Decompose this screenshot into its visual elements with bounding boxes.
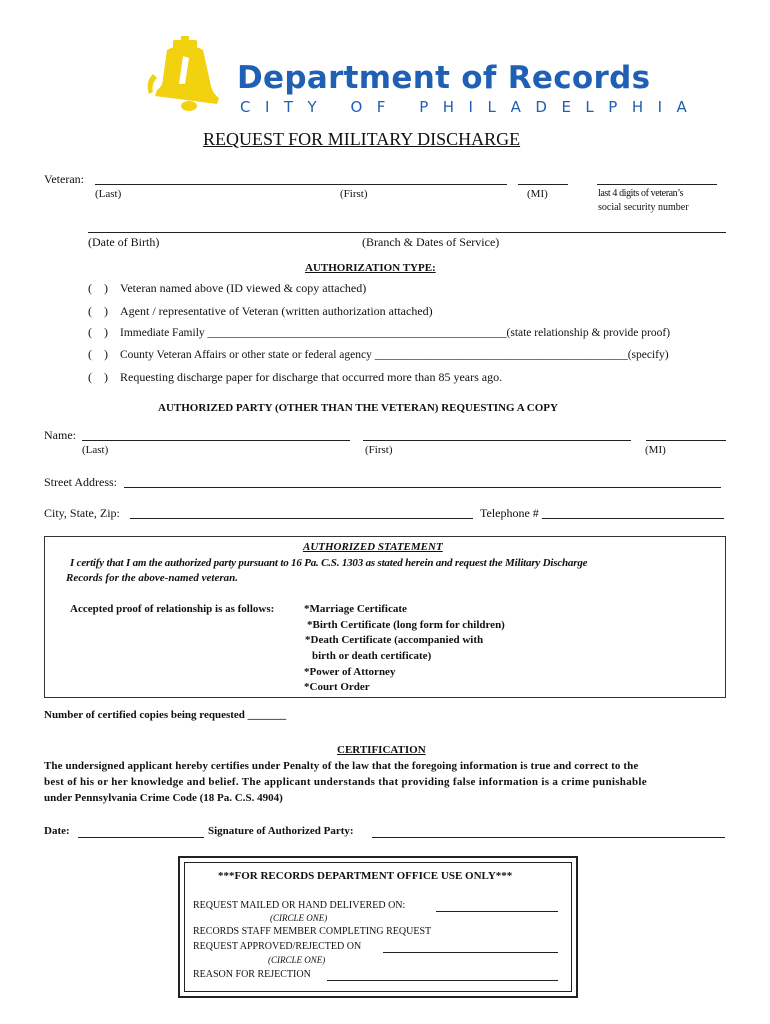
- logo: [143, 34, 235, 122]
- proof-item: *Birth Certificate (long form for children): [307, 619, 505, 631]
- auth-option-label: Requesting discharge paper for discharge that occurred more than 85 years ago.: [120, 370, 503, 384]
- auth-option-county[interactable]: [88, 347, 669, 362]
- veteran-mi-label: (MI): [527, 188, 548, 200]
- statement-line2: Records for the above-named veteran.: [66, 572, 238, 584]
- statement-heading: AUTHORIZED STATEMENT: [303, 541, 443, 553]
- telephone-field[interactable]: [542, 518, 724, 519]
- date-label: Date:: [44, 825, 70, 837]
- copies-requested-field[interactable]: Number of certified copies being requested _______: [44, 709, 287, 721]
- reason-field[interactable]: [327, 980, 558, 981]
- veteran-mi-field[interactable]: [518, 184, 568, 185]
- proof-item: *Court Order: [304, 681, 370, 693]
- reason-label: REASON FOR REJECTION: [193, 969, 311, 980]
- party-first-field[interactable]: [363, 440, 631, 441]
- proof-label: Accepted proof of relationship is as follows:: [70, 603, 275, 615]
- auth-option-agent[interactable]: [88, 304, 433, 319]
- form-title: REQUEST FOR MILITARY DISCHARGE: [203, 129, 521, 149]
- auth-option-label: County Veteran Affairs or other state or federal agency ____________________________________________(specify): [120, 349, 669, 361]
- ssn-label-line2: social security number: [598, 202, 689, 213]
- name-label: Name:: [44, 428, 76, 442]
- proof-item: birth or death certificate): [312, 650, 432, 662]
- statement-line1: I certify that I am the authorized party pursuant to 16 Pa. C.S. 1303 as stated herein and request the Military Discharge: [70, 557, 588, 569]
- signature-label: Signature of Authorized Party:: [208, 825, 354, 837]
- party-mi-field[interactable]: [646, 440, 726, 441]
- checkbox-parens[interactable]: ( ): [88, 325, 108, 339]
- auth-option-85-years[interactable]: [88, 370, 502, 385]
- liberty-bell-icon: [143, 34, 235, 122]
- veteran-label: Veteran:: [44, 172, 84, 186]
- department-title: Department of Records: [237, 60, 651, 96]
- certification-line2: best of his or her knowledge and belief. The applicant understands that providing false information is a crime punishable: [44, 776, 647, 788]
- proof-item: *Marriage Certificate: [304, 603, 407, 615]
- party-first-label: (First): [365, 444, 393, 456]
- mailed-field[interactable]: [436, 911, 558, 912]
- proof-item: *Death Certificate (accompanied with: [305, 634, 484, 646]
- approved-label: REQUEST APPROVED/REJECTED ON: [193, 941, 362, 952]
- certification-line1: The undersigned applicant hereby certifies under Penalty of the law that the foregoing information is true and correct to the: [44, 760, 639, 772]
- city-subtitle: CITY OF PHILADELPHIA: [240, 98, 702, 116]
- party-mi-label: (MI): [645, 444, 666, 456]
- checkbox-parens[interactable]: ( ): [88, 370, 108, 384]
- checkbox-parens[interactable]: ( ): [88, 347, 108, 361]
- checkbox-parens[interactable]: ( ): [88, 281, 108, 295]
- approved-field[interactable]: [383, 952, 558, 953]
- mailed-label: REQUEST MAILED OR HAND DELIVERED ON:: [193, 900, 406, 911]
- auth-option-veteran[interactable]: [88, 281, 366, 296]
- party-heading: AUTHORIZED PARTY (OTHER THAN THE VETERAN) REQUESTING A COPY: [158, 402, 558, 414]
- date-field[interactable]: [78, 837, 204, 838]
- dob-label: (Date of Birth): [88, 235, 160, 249]
- branch-label: (Branch & Dates of Service): [362, 235, 500, 249]
- veteran-last-first-field[interactable]: [95, 184, 507, 185]
- party-last-label: (Last): [82, 444, 109, 456]
- proof-item: *Power of Attorney: [304, 666, 396, 678]
- veteran-first-label: (First): [340, 188, 368, 200]
- office-heading: ***FOR RECORDS DEPARTMENT OFFICE USE ONLY***: [218, 870, 513, 882]
- veteran-last-label: (Last): [95, 188, 122, 200]
- veteran-ssn-field[interactable]: [597, 184, 717, 185]
- auth-option-family[interactable]: [88, 325, 670, 340]
- telephone-label: Telephone #: [480, 506, 539, 520]
- checkbox-parens[interactable]: ( ): [88, 304, 108, 318]
- ssn-label-line1: last 4 digits of veteran’s: [598, 188, 684, 199]
- veteran-dob-branch-field[interactable]: [88, 232, 726, 233]
- auth-option-label: Agent / representative of Veteran (written authorization attached): [120, 304, 433, 318]
- city-label: City, State, Zip:: [44, 506, 120, 520]
- street-label: Street Address:: [44, 475, 117, 489]
- auth-option-label: Veteran named above (ID viewed & copy attached): [120, 281, 367, 295]
- certification-line3: under Pennsylvania Crime Code (18 Pa. C.S. 4904): [44, 792, 283, 804]
- staff-label: RECORDS STAFF MEMBER COMPLETING REQUEST: [193, 926, 432, 937]
- certification-heading: CERTIFICATION: [337, 744, 426, 756]
- street-field[interactable]: [124, 487, 721, 488]
- signature-field[interactable]: [372, 837, 725, 838]
- party-last-field[interactable]: [82, 440, 350, 441]
- auth-option-label: Immediate Family ____________________________________________________(state relationship & provide proof): [120, 327, 671, 339]
- authorization-heading: AUTHORIZATION TYPE:: [305, 262, 436, 274]
- city-field[interactable]: [130, 518, 473, 519]
- circle-one-note: (CIRCLE ONE): [268, 955, 326, 965]
- circle-one-note: (CIRCLE ONE): [270, 913, 328, 923]
